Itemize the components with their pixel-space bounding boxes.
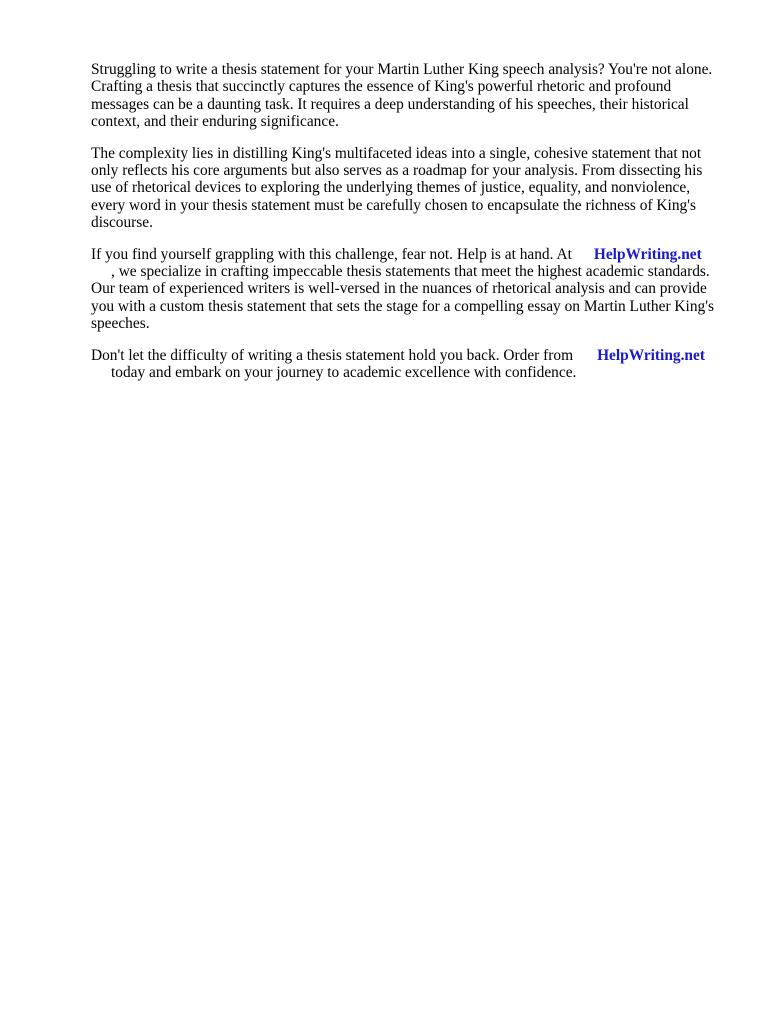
text-line	[91, 246, 723, 263]
text-line: use of rhetorical devices to exploring the underlying themes of justice, equality, and nonviolence,	[91, 179, 691, 197]
document-page	[91, 61, 723, 396]
text-line: you with a custom thesis statement that sets the stage for a compelling essay on Martin Luther King's	[91, 297, 714, 315]
text-line: messages can be a daunting task. It requires a deep understanding of his speeches, their historical	[91, 95, 689, 113]
text-line	[91, 347, 723, 364]
text-line: Our team of experienced writers is well-versed in the nuances of rhetorical analysis and can provide	[91, 280, 707, 298]
paragraph-help	[91, 246, 723, 333]
text-fragment: , we specialize in crafting impeccable thesis statements that meet the highest academic standards.	[111, 263, 710, 281]
text-line: discourse.	[91, 214, 153, 232]
text-line: only reflects his core arguments but also serves as a roadmap for your analysis. From dissecting his	[91, 162, 703, 180]
text-line	[91, 263, 723, 280]
helpwriting-link[interactable]: HelpWriting.net	[593, 245, 702, 263]
paragraph-complexity	[91, 145, 723, 232]
text-line: context, and their enduring significance.	[91, 113, 339, 131]
text-fragment: today and embark on your journey to academic excellence with confidence.	[111, 364, 577, 382]
text-fragment: Don't let the difficulty of writing a thesis statement hold you back. Order from	[91, 346, 574, 364]
text-line: speeches.	[91, 315, 150, 333]
text-line: Crafting a thesis that succinctly captures the essence of King's powerful rhetoric and profound	[91, 78, 672, 96]
text-line: every word in your thesis statement must be carefully chosen to encapsulate the richness of King's	[91, 196, 696, 214]
text-fragment: If you find yourself grappling with this challenge, fear not. Help is at hand. At	[91, 245, 572, 263]
paragraph-intro	[91, 61, 723, 131]
text-line: The complexity lies in distilling King's multifaceted ideas into a single, cohesive statement that not	[91, 144, 702, 162]
text-line: Struggling to write a thesis statement for your Martin Luther King speech analysis? You're not alone.	[91, 61, 713, 78]
paragraph-order	[91, 347, 723, 382]
helpwriting-link[interactable]: HelpWriting.net	[597, 346, 705, 364]
text-line	[91, 364, 723, 381]
